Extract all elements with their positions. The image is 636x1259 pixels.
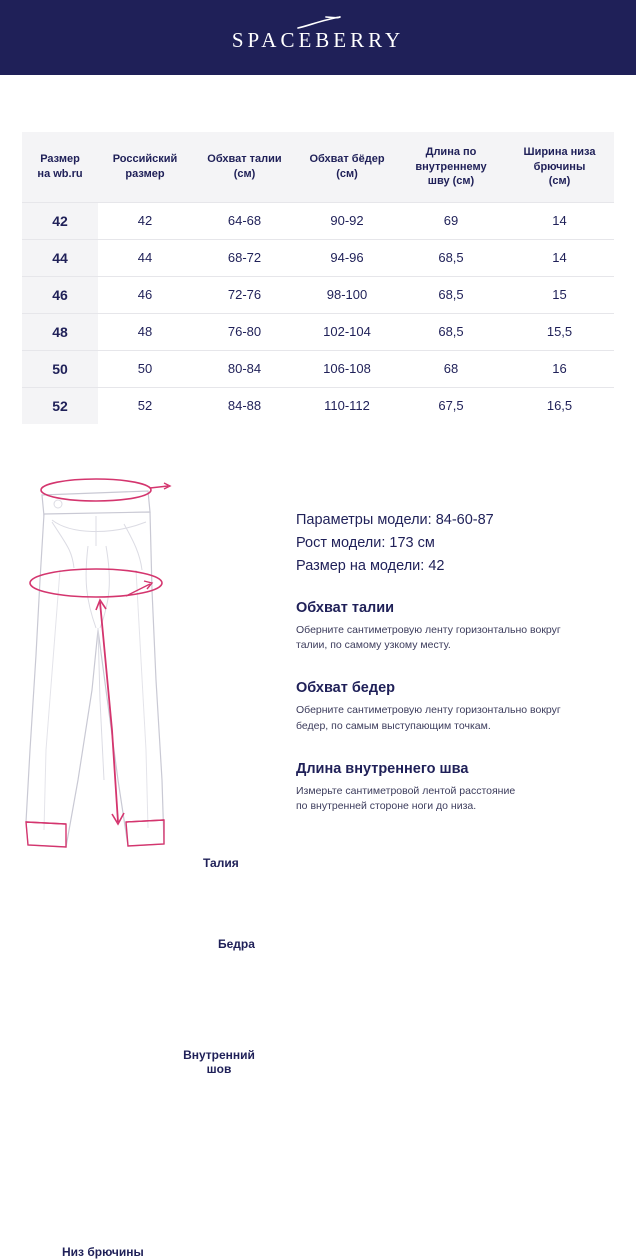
instruction-title: Длина внутреннего шва — [296, 760, 469, 777]
table-row — [22, 239, 614, 276]
label-hips: Бедра — [218, 936, 255, 951]
instruction-block — [296, 680, 612, 735]
size-table-wrapper — [22, 132, 614, 424]
table-cell: 106-108 — [297, 350, 397, 387]
size-table — [22, 132, 614, 424]
table-row — [22, 276, 614, 313]
table-row — [22, 350, 614, 387]
brand-name: SPACEBERRY — [231, 28, 405, 52]
table-cell: 14 — [505, 239, 614, 276]
table-cell: 15 — [505, 276, 614, 313]
table-cell: 94-96 — [297, 239, 397, 276]
size-table-head — [22, 132, 614, 202]
table-cell: 42 — [22, 202, 98, 239]
instruction-block — [296, 600, 612, 655]
table-cell: 15,5 — [505, 313, 614, 350]
table-cell: 110-112 — [297, 387, 397, 424]
table-row — [22, 202, 614, 239]
table-cell: 48 — [98, 313, 192, 350]
brand-logo — [232, 22, 404, 53]
table-cell: 68-72 — [192, 239, 297, 276]
col-header-hips: Обхват бёдер (см) — [297, 132, 397, 202]
table-cell: 16 — [505, 350, 614, 387]
table-cell: 80-84 — [192, 350, 297, 387]
measurement-info — [290, 450, 636, 816]
model-params: Параметры модели: 84-60-87 — [296, 511, 494, 528]
col-header-leg-width: Ширина низа брючины (см) — [505, 132, 614, 202]
pants-diagram — [0, 450, 290, 1259]
table-cell: 68,5 — [397, 313, 505, 350]
col-header-waist: Обхват талии (см) — [192, 132, 297, 202]
size-table-body — [22, 202, 614, 424]
table-cell: 72-76 — [192, 276, 297, 313]
instruction-text: Измерьте сантиметровой лентой расстояние по внутренней стороне ноги до низа. — [296, 784, 516, 813]
instruction-title: Обхват талии — [296, 599, 395, 616]
table-cell: 68 — [397, 350, 505, 387]
pants-illustration — [0, 450, 290, 880]
model-height: Рост модели: 173 см — [296, 534, 435, 551]
table-cell: 90-92 — [297, 202, 397, 239]
col-header-inseam: Длина по внутреннему шву (см) — [397, 132, 505, 202]
table-cell: 42 — [98, 202, 192, 239]
table-cell: 67,5 — [397, 387, 505, 424]
table-cell: 102-104 — [297, 313, 397, 350]
measurement-section — [0, 450, 636, 1259]
instruction-text: Оберните сантиметровую ленту горизонтально вокруг талии, по самому узкому месту. — [296, 623, 561, 652]
table-cell: 44 — [22, 239, 98, 276]
table-cell: 68,5 — [397, 239, 505, 276]
table-cell: 46 — [98, 276, 192, 313]
swoosh-icon — [296, 11, 342, 36]
table-cell: 64-68 — [192, 202, 297, 239]
table-cell: 46 — [22, 276, 98, 313]
table-cell: 48 — [22, 313, 98, 350]
table-cell: 50 — [22, 350, 98, 387]
table-row — [22, 387, 614, 424]
table-row — [22, 313, 614, 350]
table-cell: 68,5 — [397, 276, 505, 313]
table-cell: 69 — [397, 202, 505, 239]
table-cell: 50 — [98, 350, 192, 387]
page-header — [0, 0, 636, 75]
table-cell: 16,5 — [505, 387, 614, 424]
instructions-list — [296, 600, 612, 816]
table-cell: 52 — [98, 387, 192, 424]
label-bottom: Низ брючины — [62, 1244, 144, 1259]
instruction-title: Обхват бедер — [296, 680, 396, 697]
table-cell: 52 — [22, 387, 98, 424]
label-inseam: Внутренний шов — [183, 1047, 255, 1076]
col-header-wb-size: Размер на wb.ru — [22, 132, 98, 202]
table-cell: 76-80 — [192, 313, 297, 350]
table-cell: 14 — [505, 202, 614, 239]
table-cell: 98-100 — [297, 276, 397, 313]
model-size: Размер на модели: 42 — [296, 557, 445, 574]
col-header-ru-size: Российский размер — [98, 132, 192, 202]
table-header-row — [22, 132, 614, 202]
table-cell: 84-88 — [192, 387, 297, 424]
instruction-block — [296, 761, 612, 816]
label-waist: Талия — [203, 855, 239, 870]
instruction-text: Оберните сантиметровую ленту горизонтально вокруг бедер, по самым выступающим точкам. — [296, 704, 561, 732]
table-cell: 44 — [98, 239, 192, 276]
